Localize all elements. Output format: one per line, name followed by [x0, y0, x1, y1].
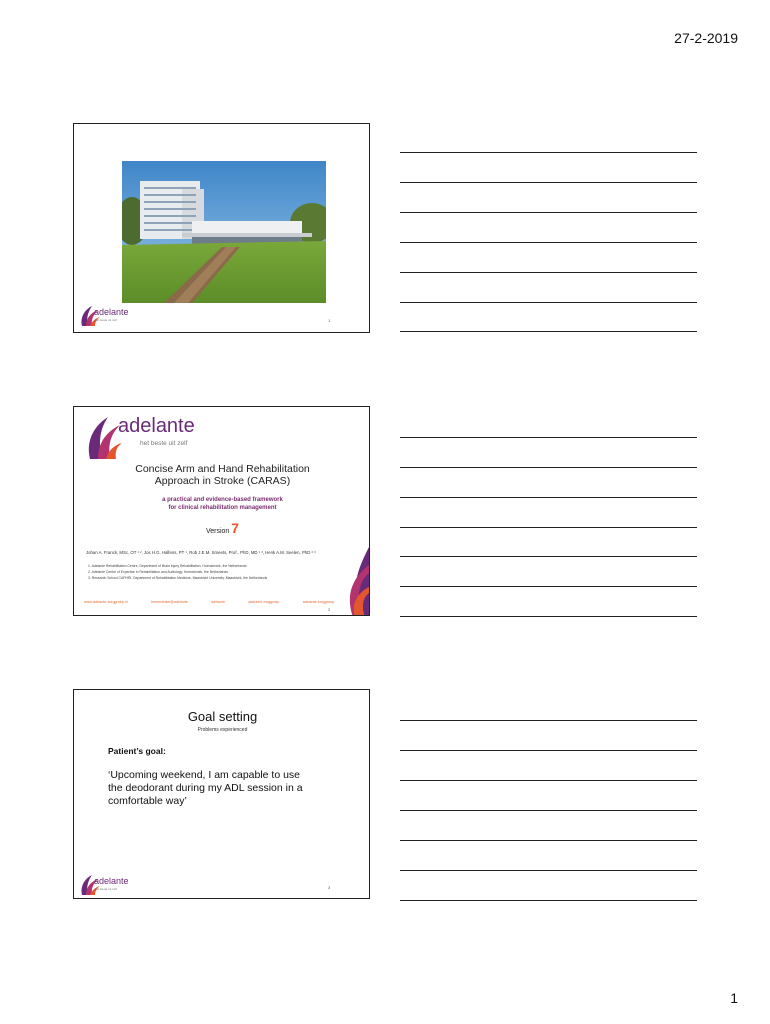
note-line [400, 750, 697, 751]
note-line [400, 840, 697, 841]
note-line [400, 437, 697, 438]
link-youtube[interactable]: adelante-zorggroep [302, 600, 334, 604]
logo-tagline: het beste uit zelf [140, 440, 188, 447]
goal-line-2: the deodorant during my ADL session in a [108, 782, 303, 794]
note-line [400, 467, 697, 468]
note-line [400, 497, 697, 498]
note-line [400, 272, 697, 273]
patient-goal-label: Patient’s goal: [108, 746, 166, 756]
social-links [84, 600, 334, 604]
adelante-logo-large [82, 413, 222, 463]
slide-title [74, 463, 370, 487]
logo-word: adelante [94, 307, 129, 317]
page-date: 27-2-2019 [674, 30, 738, 46]
slide-subtitle [74, 496, 370, 512]
title-line-1: Concise Arm and Hand Rehabilitation [135, 463, 310, 475]
note-line [400, 302, 697, 303]
version-label [74, 520, 370, 536]
title-line-2: Approach in Stroke (CARAS) [154, 475, 291, 487]
logo-tagline: het beste uit zelf [95, 318, 117, 322]
slide-number: 1 [328, 318, 331, 323]
note-line [400, 556, 697, 557]
adelante-logo [78, 304, 148, 330]
goal-line-1: ‘Upcoming weekend, I am capable to use [108, 769, 301, 781]
slide-number: 2 [328, 607, 331, 612]
note-line [400, 586, 697, 587]
slide-subtitle: Problems experienced [197, 727, 248, 733]
note-line [400, 527, 697, 528]
note-line [400, 870, 697, 871]
note-line [400, 152, 697, 153]
patient-goal-text [108, 769, 338, 808]
decorative-swoosh [319, 547, 369, 616]
link-twitter[interactable]: hersenletsel@adelante [150, 600, 188, 604]
subtitle-line-2: for clinical rehabilitation management [168, 505, 277, 511]
slide-2-thumbnail [73, 406, 370, 616]
authors-line: Johan A. Franck, MSc, OT ¹ ², Jos H.G. Halfens, PT ¹, Rob J.E.M. Smeets, Prof., PhD, MD ¹ ³, Henk A.M. Seelen, PhD ² ³ [86, 550, 316, 555]
version-number: 7 [231, 520, 240, 536]
affiliation-1: 1. Adelante Rehabilitation Centre, Department of Brain Injury Rehabilitation, Hoensbroek, the Netherlands [88, 564, 247, 568]
version-text: Version [205, 528, 230, 535]
logo-tagline: het beste uit zelf [95, 887, 117, 891]
logo-word: adelante [118, 415, 195, 437]
slide-number: 3 [328, 885, 331, 890]
subtitle-line-1: a practical and evidence-based framework [162, 497, 283, 503]
slide-3-thumbnail [73, 689, 370, 899]
note-line [400, 720, 697, 721]
note-line [400, 900, 697, 901]
logo-word: adelante [94, 876, 129, 886]
link-website[interactable]: www.adelante-zorggroep.nl [84, 600, 128, 604]
adelante-logo [78, 873, 148, 897]
link-linkedin[interactable]: adelante zorggroep [248, 600, 280, 604]
note-line [400, 212, 697, 213]
slide-title: Goal setting [187, 709, 258, 724]
note-line [400, 182, 697, 183]
affiliation-3: 3. Research School CAPHRI, Department of Rehabilitation Medicine, Maastricht University, Maastricht, the Netherlands [88, 576, 268, 580]
slide-1-thumbnail [73, 123, 370, 333]
link-facebook[interactable]: adelante [211, 600, 225, 604]
goal-line-3: comfortable way’ [108, 795, 187, 807]
affiliation-2: 2. Adelante Centre of Expertise in Rehabilitation and Audiology, Hoensbroek, the Netherlands [88, 570, 228, 574]
note-line [400, 331, 697, 332]
note-line [400, 810, 697, 811]
page-number: 1 [730, 990, 738, 1006]
note-line [400, 780, 697, 781]
building-photo [122, 161, 326, 303]
note-line [400, 242, 697, 243]
note-line [400, 616, 697, 617]
